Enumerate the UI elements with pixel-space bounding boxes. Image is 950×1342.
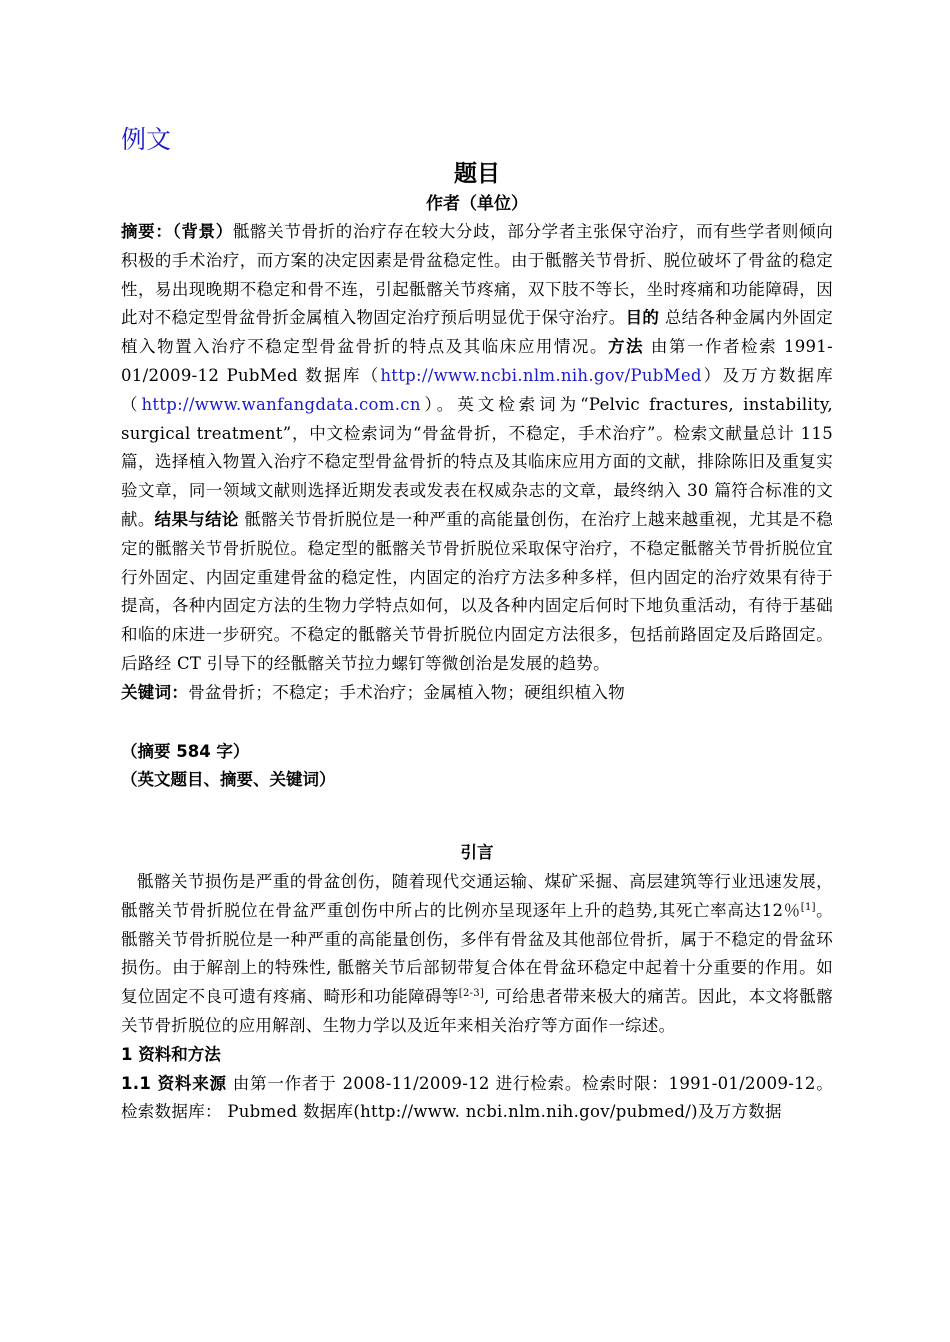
section1-1-paragraph xyxy=(121,1070,833,1128)
intro-text-2: 。骶髂关节骨折脱位是一种严重的高能量创伤，多伴有骨盆及其他部位骨折，属于不稳定的骨盆环损伤。由于解剖上的特殊性, 骶髂关节后部韧带复合体在骨盆环稳定中起着十分重要的作用。如复位固定不良可遗有疼痛、畸形和功能障碍等 xyxy=(121,900,833,1007)
english-note: （英文题目、摘要、关键词） xyxy=(121,770,336,790)
section1-1-text: 由第一作者于 2008-11/2009-12 进行检索。检索时限：1991-01/2009-12。检索数据库： Pubmed 数据库(http://www. ncbi.nlm.nih.gov/pubmed/)及万方数据 xyxy=(121,1073,833,1122)
keywords-label: 关键词： xyxy=(121,682,189,702)
section1-heading: 1 资料和方法 xyxy=(121,1044,221,1064)
document-page xyxy=(121,122,833,1127)
example-heading: 例文 xyxy=(121,125,172,154)
intro-text-3: , 可给患者带来极大的痛苦。因此，本文将骶髂关节骨折脱位的应用解剖、生物力学以及近年来相关治疗等方面作一综述。 xyxy=(121,987,833,1035)
abstract-background-text: 骶髂关节骨折的治疗存在较大分歧，部分学者主张保守治疗，而有些学者则倾向积极的手术治疗，而方案的决定因素是骨盆稳定性。由于骶髂关节骨折、脱位破坏了骨盆的稳定性，易出现晚期不稳定和骨不连，引起骶髂关节疼痛，双下肢不等长，坐时疼痛和功能障碍，因此对不稳定型骨盆骨折金属植入物固定治疗预后明显优于保守治疗。 xyxy=(121,222,833,328)
result-text: 骶髂关节骨折脱位是一种严重的高能量创伤，在治疗上越来越重视，尤其是不稳定的骶髂关节骨折脱位。稳定型的骶髂关节骨折脱位采取保守治疗，不稳定骶髂关节骨折脱位宜行外固定、内固定重建骨盆的稳定性，内固定的治疗方法多种多样，但内固定的治疗效果有待于提高，各种内固定方法的生物力学特点如何，以及各种内固定后何时下地负重活动，有待于基础和临的床进一步研究。不稳定的骶髂关节骨折脱位内固定方法很多，包括前路固定及后路固定。后路经 CT 引导下的经骶髂关节拉力螺钉等微创治是发展的趋势。 xyxy=(121,509,833,673)
ref-1: [1] xyxy=(800,901,816,913)
intro-text-1: 骶髂关节损伤是严重的骨盆创伤，随着现代交通运输、煤矿采掘、高层建筑等行业迅速发展，骶髂关节骨折脱位在骨盆严重创伤中所占的比例亦呈现逐年上升的趋势,其死亡率高达12％ xyxy=(121,871,833,920)
method-text-3: ）。英文检索词为“Pelvic fractures, instability, surgical treatment”，中文检索词为“骨盆骨折，不稳定，手术治疗”。检索文献量总计 115 篇，选择植入物置入治疗不稳定型骨盆骨折的特点及其临床应用方面的文献，排除陈旧及重复实验文章，同一领域文献则选择近期发表或发表在权威杂志的文章，最终纳入 30 篇符合标准的文献。 xyxy=(121,394,833,529)
abstract-paragraph xyxy=(121,218,833,679)
ref-2: [2-3] xyxy=(458,988,485,1000)
abstract-label: 摘要：（背景） xyxy=(121,222,233,241)
aim-text: 总结各种金属内外固定植入物置入治疗不稳定型骨盆骨折的特点及其临床应用情况。 xyxy=(121,308,833,357)
method-text-1: 由第一作者检索 1991-01/2009-12 PubMed 数据库（ xyxy=(121,337,833,385)
intro-heading: 引言 xyxy=(460,843,494,863)
method-label: 方法 xyxy=(608,337,645,357)
keywords-text: 骨盆骨折；不稳定；手术治疗；金属植入物；硬组织植入物 xyxy=(188,682,626,702)
aim-label: 目的 xyxy=(625,308,660,328)
wanfang-link[interactable]: http://www.wanfangdata.com.cn xyxy=(141,394,421,414)
paper-title: 题目 xyxy=(454,161,500,187)
pubmed-link[interactable]: http://www.ncbi.nlm.nih.gov/PubMed xyxy=(380,365,702,385)
result-label: 结果与结论 xyxy=(154,509,239,529)
author-line: 作者（单位） xyxy=(426,194,528,214)
section1-1-label: 1.1 资料来源 xyxy=(121,1073,227,1093)
keywords-line xyxy=(121,679,833,708)
intro-paragraph xyxy=(121,868,833,1041)
method-text-2: ）及万方数据库（ xyxy=(121,365,833,414)
abstract-word-count: （摘要 584 字） xyxy=(121,741,250,761)
